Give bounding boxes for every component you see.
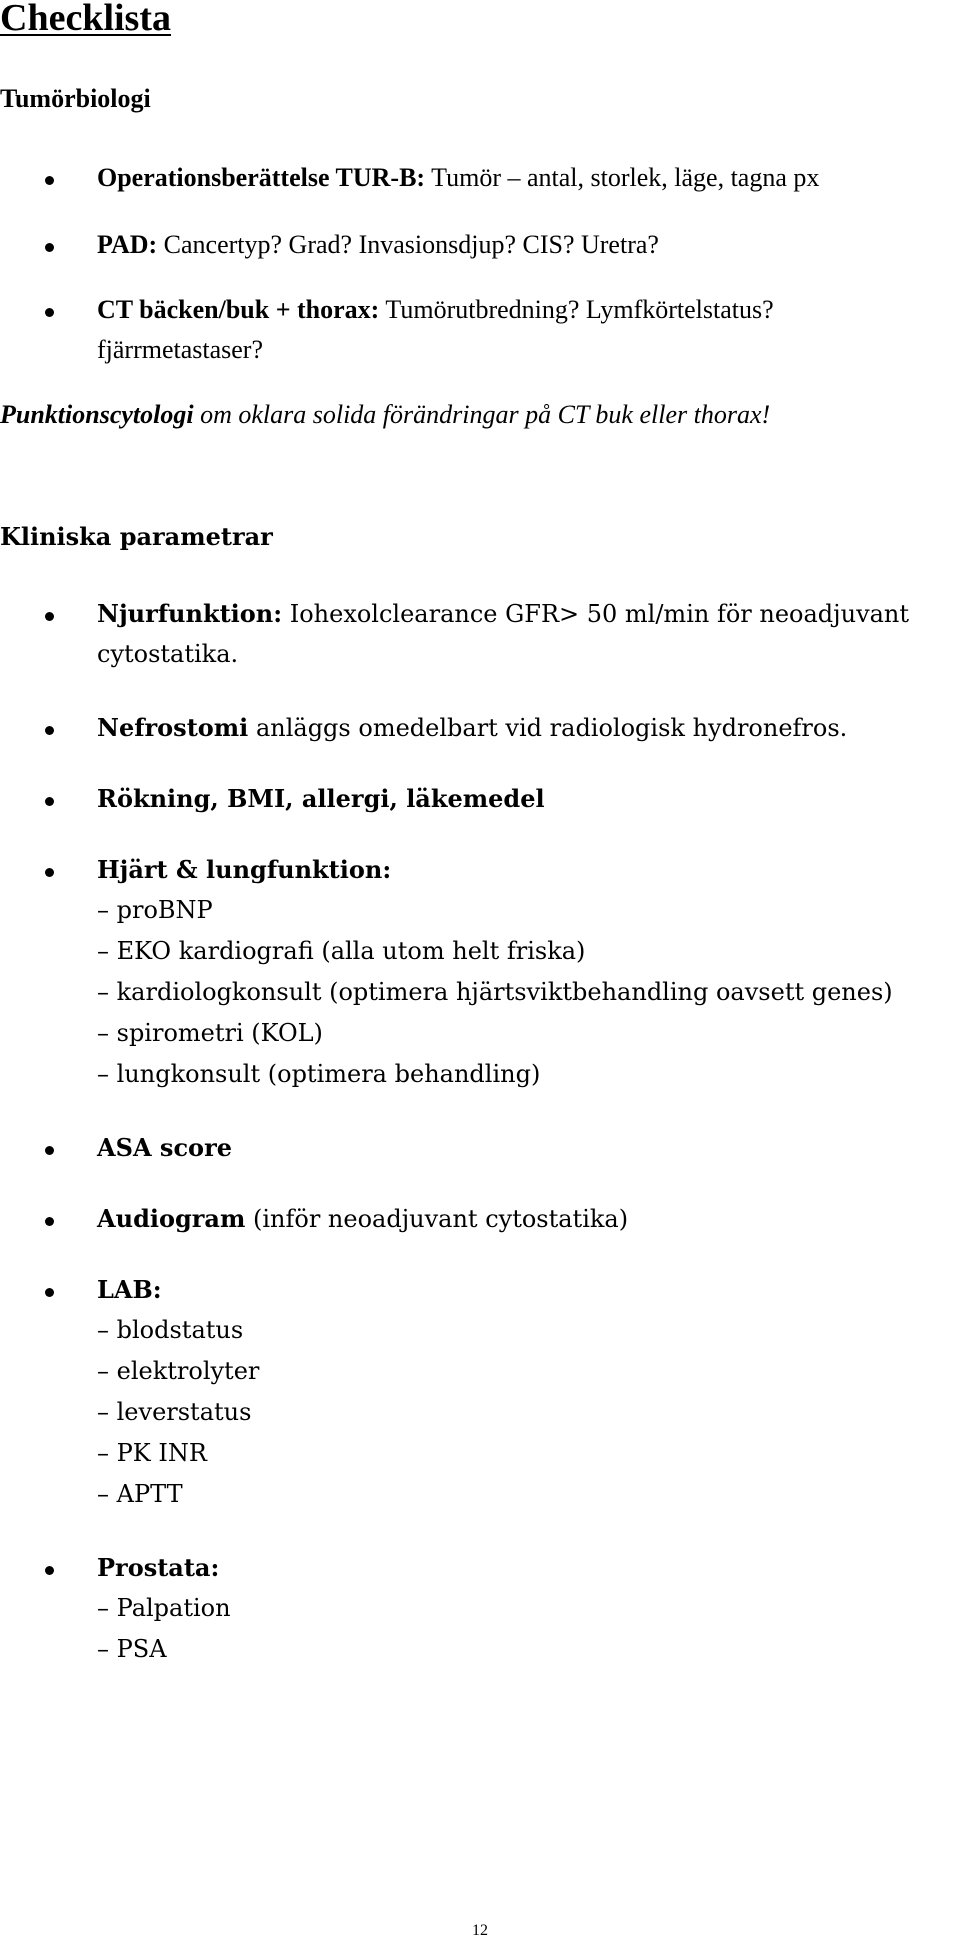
list-item-ct [97,295,774,325]
page-title: Checklista [0,0,171,39]
list-item-njurfunktion-continuation: cytostatika. [97,640,239,668]
item-label: Audiogram [97,1204,246,1233]
item-label: Rökning, BMI, allergi, läkemedel [97,784,545,813]
bullet-icon [45,612,54,621]
item-text: anläggs omedelbart vid radiologisk hydronefros. [248,714,848,742]
bullet-icon [45,1566,54,1575]
list-item-hjart-lungfunktion [97,855,391,884]
sub-item-pk-inr: – PK INR [97,1439,207,1467]
bullet-icon [45,243,54,252]
list-item-lab [97,1275,162,1304]
bullet-icon [45,308,54,317]
sub-item-eko: – EKO kardiografi (alla utom helt friska) [97,937,586,965]
item-text: Tumörutbredning? Lymfkörtelstatus? [379,295,774,324]
item-text: Iohexolclearance GFR> 50 ml/min för neoadjuvant [282,600,910,628]
list-item-audiogram [97,1204,628,1233]
list-item-asa-score [97,1133,232,1162]
bullet-icon [45,868,54,877]
sub-item-palpation: – Palpation [97,1594,231,1622]
sub-item-lungkonsult: – lungkonsult (optimera behandling) [97,1060,541,1088]
bullet-icon [45,1146,54,1155]
sub-item-spirometri: – spirometri (KOL) [97,1019,323,1047]
sub-item-kardiologkonsult: – kardiologkonsult (optimera hjärtsviktbehandling oavsett genes) [97,978,893,1006]
list-item-pad [97,230,659,260]
list-item-operationsberattelse [97,163,819,193]
item-label: Operationsberättelse TUR-B: [97,163,426,192]
item-text: Tumör – antal, storlek, läge, tagna px [425,163,820,192]
list-item-nefrostomi [97,713,847,742]
item-label: Nefrostomi [97,713,249,742]
section-heading-tumorbiologi: Tumörbiologi [0,84,151,113]
bullet-icon [45,726,54,735]
bullet-icon [45,176,54,185]
section-heading-kliniska-parametrar: Kliniska parametrar [0,522,273,551]
item-label: CT bäcken/buk + thorax: [97,295,380,324]
page-number: 12 [472,1922,488,1939]
punktionscytologi-note [0,400,770,430]
bullet-icon [45,1217,54,1226]
item-label: Prostata: [97,1553,220,1582]
note-text: om oklara solida förändringar på CT buk eller thorax! [193,400,771,429]
sub-item-leverstatus: – leverstatus [97,1398,252,1426]
bullet-icon [45,1288,54,1297]
item-text: Cancertyp? Grad? Invasionsdjup? CIS? Uretra? [157,230,659,259]
sub-item-probnp: – proBNP [97,896,213,924]
list-item-ct-continuation: fjärrmetastaser? [97,335,264,364]
item-label: ASA score [97,1133,232,1162]
item-label: Hjärt & lungfunktion: [97,855,392,884]
sub-item-psa: – PSA [97,1635,167,1663]
sub-item-aptt: – APTT [97,1480,183,1508]
bullet-icon [45,797,54,806]
item-label: LAB: [97,1275,162,1304]
item-label: PAD: [97,230,158,259]
item-label: Njurfunktion: [97,599,283,628]
list-item-rokning [97,784,545,813]
list-item-prostata [97,1553,219,1582]
list-item-njurfunktion [97,599,909,628]
sub-item-elektrolyter: – elektrolyter [97,1357,260,1385]
item-text: (inför neoadjuvant cytostatika) [245,1205,629,1233]
sub-item-blodstatus: – blodstatus [97,1316,244,1344]
note-label: Punktionscytologi [0,400,194,429]
